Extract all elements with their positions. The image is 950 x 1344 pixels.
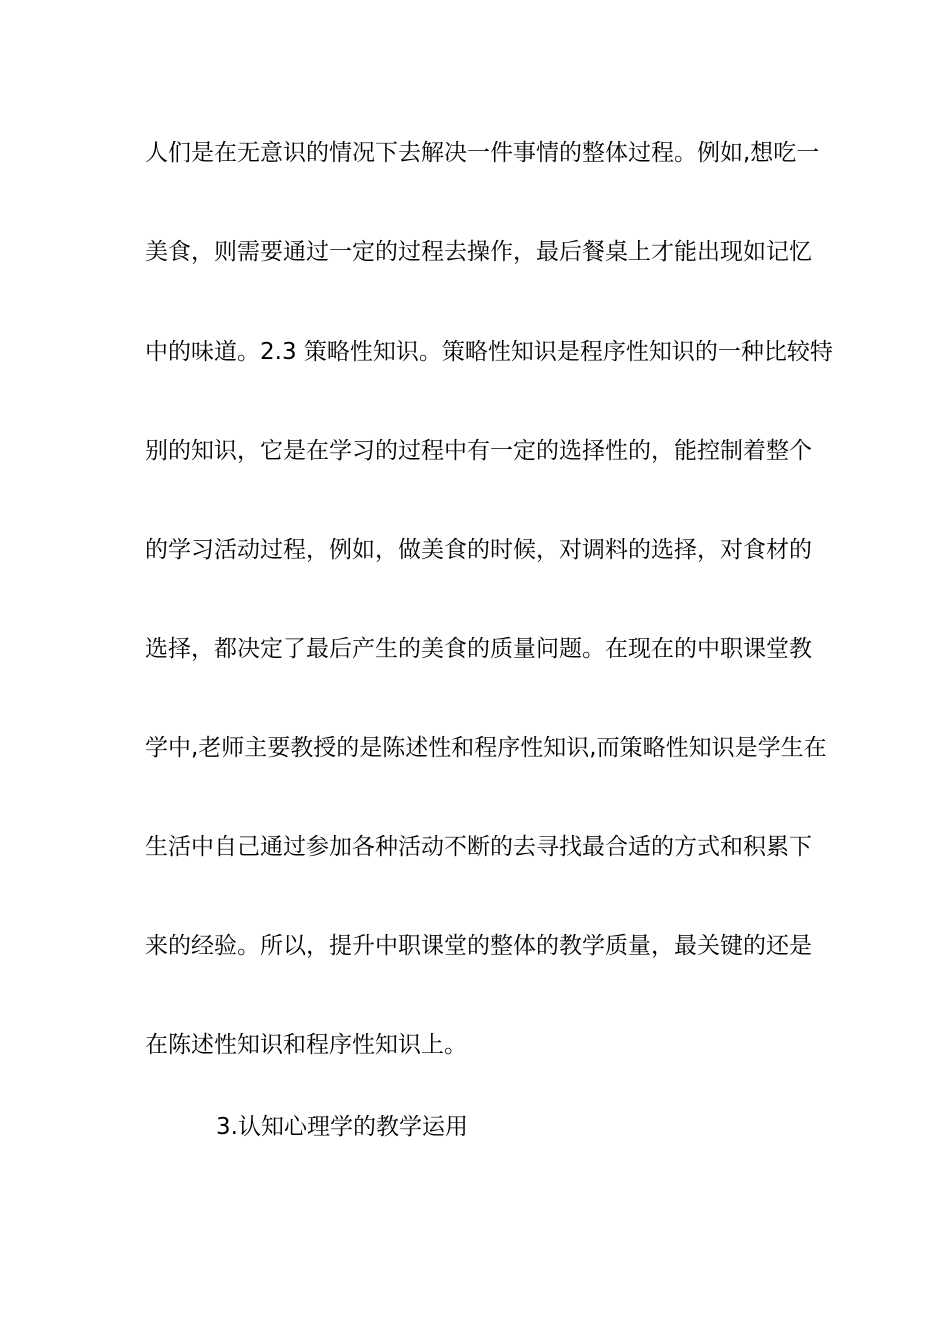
paragraph-line: 人们是在无意识的情况下去解决一件事情的整体过程。例如,想吃一 — [145, 140, 820, 166]
paragraph-line: 选择，都决定了最后产生的美食的质量问题。在现在的中职课堂教 — [145, 636, 812, 662]
paragraph-line: 来的经验。所以，提升中职课堂的整体的教学质量，最关键的还是 — [145, 933, 812, 959]
paragraph-line: 美食，则需要通过一定的过程去操作，最后餐桌上才能出现如记忆 — [145, 239, 812, 265]
paragraph-line: 在陈述性知识和程序性知识上。 — [145, 1032, 467, 1058]
paragraph-line: 学中,老师主要教授的是陈述性和程序性知识,而策略性知识是学生在 — [145, 735, 827, 761]
section-heading: 3.认知心理学的教学运用 — [216, 1114, 468, 1140]
paragraph-line: 生活中自己通过参加各种活动不断的去寻找最合适的方式和积累下 — [145, 834, 812, 860]
paragraph-line: 的学习活动过程，例如，做美食的时候，对调料的选择，对食材的 — [145, 537, 812, 563]
paragraph-line: 中的味道。2.3 策略性知识。策略性知识是程序性知识的一种比较特 — [145, 339, 833, 365]
paragraph-line: 别的知识，它是在学习的过程中有一定的选择性的，能控制着整个 — [145, 438, 812, 464]
